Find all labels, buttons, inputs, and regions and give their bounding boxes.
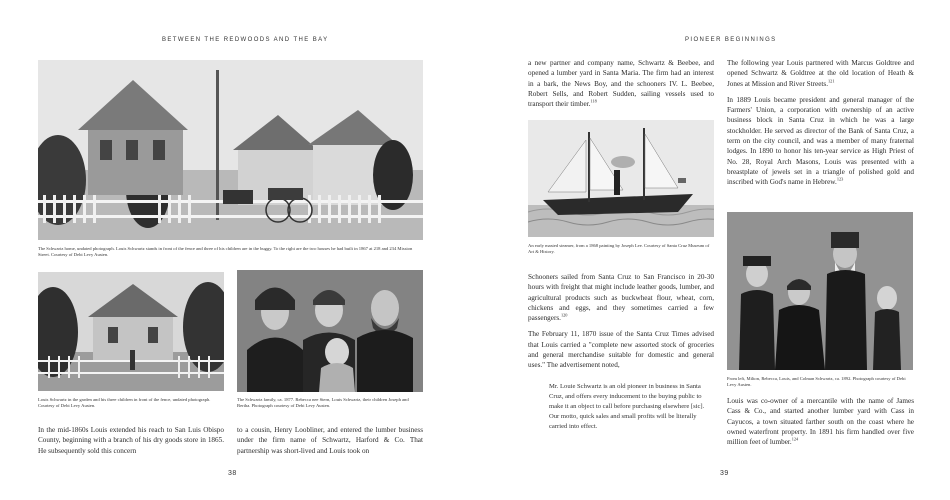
farmers-union-paragraph — [727, 95, 914, 188]
endnote-ref: 121 — [828, 78, 835, 84]
body-text-col1-mid — [528, 272, 714, 377]
caption-steamer: An early masted steamer, from a 1868 painting by Joseph Lee. Courtesy of Santa Cruz Museum of Art & History. — [528, 243, 710, 254]
schwartz-family-portrait — [727, 212, 913, 370]
body-text-col2: to a cousin, Henry Loobliner, and entered the lumber business under the firm name of Schwartz, Harford & Co. That partnership was short-lived and Louis took on — [237, 426, 423, 455]
block-quote: Mr. Louie Schwartz is an old pioneer in business in Santa Cruz, and offers every inducement to the buying public to make it an object to call before purchasing elsewhere [sic]. Our motto, quick sales and small profits will be literally carried into effect. — [549, 383, 705, 430]
running-head: PIONEER BEGINNINGS — [685, 37, 777, 43]
caption-family: The Schwartz family, ca. 1877. Rebecca nee Stern, Louis Schwartz, their children Joseph and Bertha. Photograph courtesy of Debi Levy Austen. — [237, 397, 409, 408]
schwartz-family-photo — [237, 270, 423, 392]
farmers-union-text: In 1889 Louis became president and general manager of the Farmers' Union, a corporation with ownership of an active business block in Santa Cruz in which he was a large stockholder. He served as director of the Bank of Santa Cruz, a term on the city council, and was a member of many fraternal lodges. In 1890 to honor his ten-year service as High Priest of No. 28, Royal Arch Masons, Louis was presented with a breastplate of jewels set in a triangle of polished gold and inscribed with God's name in Hebrew. — [727, 95, 914, 187]
schooners-text: Schooners sailed from Santa Cruz to San Francisco in 20-30 hours with freight that might include leather goods, lumber, and agricultural products such as buckwheat flour, wheat, corn, chickens and eggs, and they sometimes carried a few passengers. — [528, 273, 714, 323]
page-number: 39 — [720, 470, 729, 477]
caption-garden: Louis Schwartz in the garden and his three children in front of the fence, undated photograph. Courtesy of Debi Levy Austen. — [38, 397, 211, 408]
body-text-col2-top — [727, 58, 914, 194]
caption-schwartz-home: The Schwartz home, undated photograph. Louis Schwartz stands in front of the fence and three of his children are in the buggy. To the right are the two houses he had built in 1867 at 218 and 234 Mission Street. Courtesy of Debi Levy Austen. — [38, 246, 413, 257]
endnote-ref: 120 — [560, 312, 568, 318]
running-head: BETWEEN THE REDWOODS AND THE BAY — [162, 37, 329, 43]
steamer-painting — [528, 120, 714, 237]
endnote-ref: 123 — [836, 176, 844, 182]
page-number: 38 — [228, 470, 237, 477]
endnote-ref: 118 — [590, 98, 597, 104]
caption-portrait: From left, Milton, Rebecca, Louis, and Colman Schwartz, ca. 1892. Photograph courtesy of Debi Levy Austen. — [727, 376, 906, 387]
goldtree-text: The following year Louis partnered with Marcus Goldtree and opened Schwartz & Goldtree at the old location of Heath & Jones at Mission and River Streets. — [727, 59, 914, 88]
body-text-col2-bottom — [727, 396, 914, 447]
advertisement-paragraph: The February 11, 1870 issue of the Santa Cruz Times advised that Louis carried a "complete new assorted stock of groceries and general merchandise suitable for domestic and general uses." The advertisement noted, — [528, 330, 714, 370]
schooners-paragraph — [528, 272, 714, 323]
schwartz-home-photo — [38, 60, 423, 240]
partner-paragraph: a new partner and company name, Schwartz & Beebee, and opened a lumber yard in Santa Maria. The firm had an interest in a bark, the News Boy, and the schooners IV. L. Beebee, Robert Sells, and Robert Sudden, sailing vessels used to transport their timber. — [528, 59, 714, 109]
right-page — [475, 0, 950, 500]
endnote-ref: 124 — [791, 436, 799, 442]
goldtree-paragraph — [727, 58, 914, 89]
body-text-col1: In the mid-1860s Louis extended his reach to San Luis Obispo County, beginning with a branch of his dry goods store in 1865. He subsequently sold this concern — [38, 426, 224, 455]
garden-photo — [38, 272, 224, 391]
cass-paragraph: Louis was co-owner of a mercantile with the name of James Cass & Co., and started another lumber yard with Cass in Cayucos, a town situated farther south on the coast where he owned waterfront property. In 1891 his firm handled over five million feet of lumber. — [727, 397, 914, 447]
body-text-col1-top — [528, 58, 714, 109]
